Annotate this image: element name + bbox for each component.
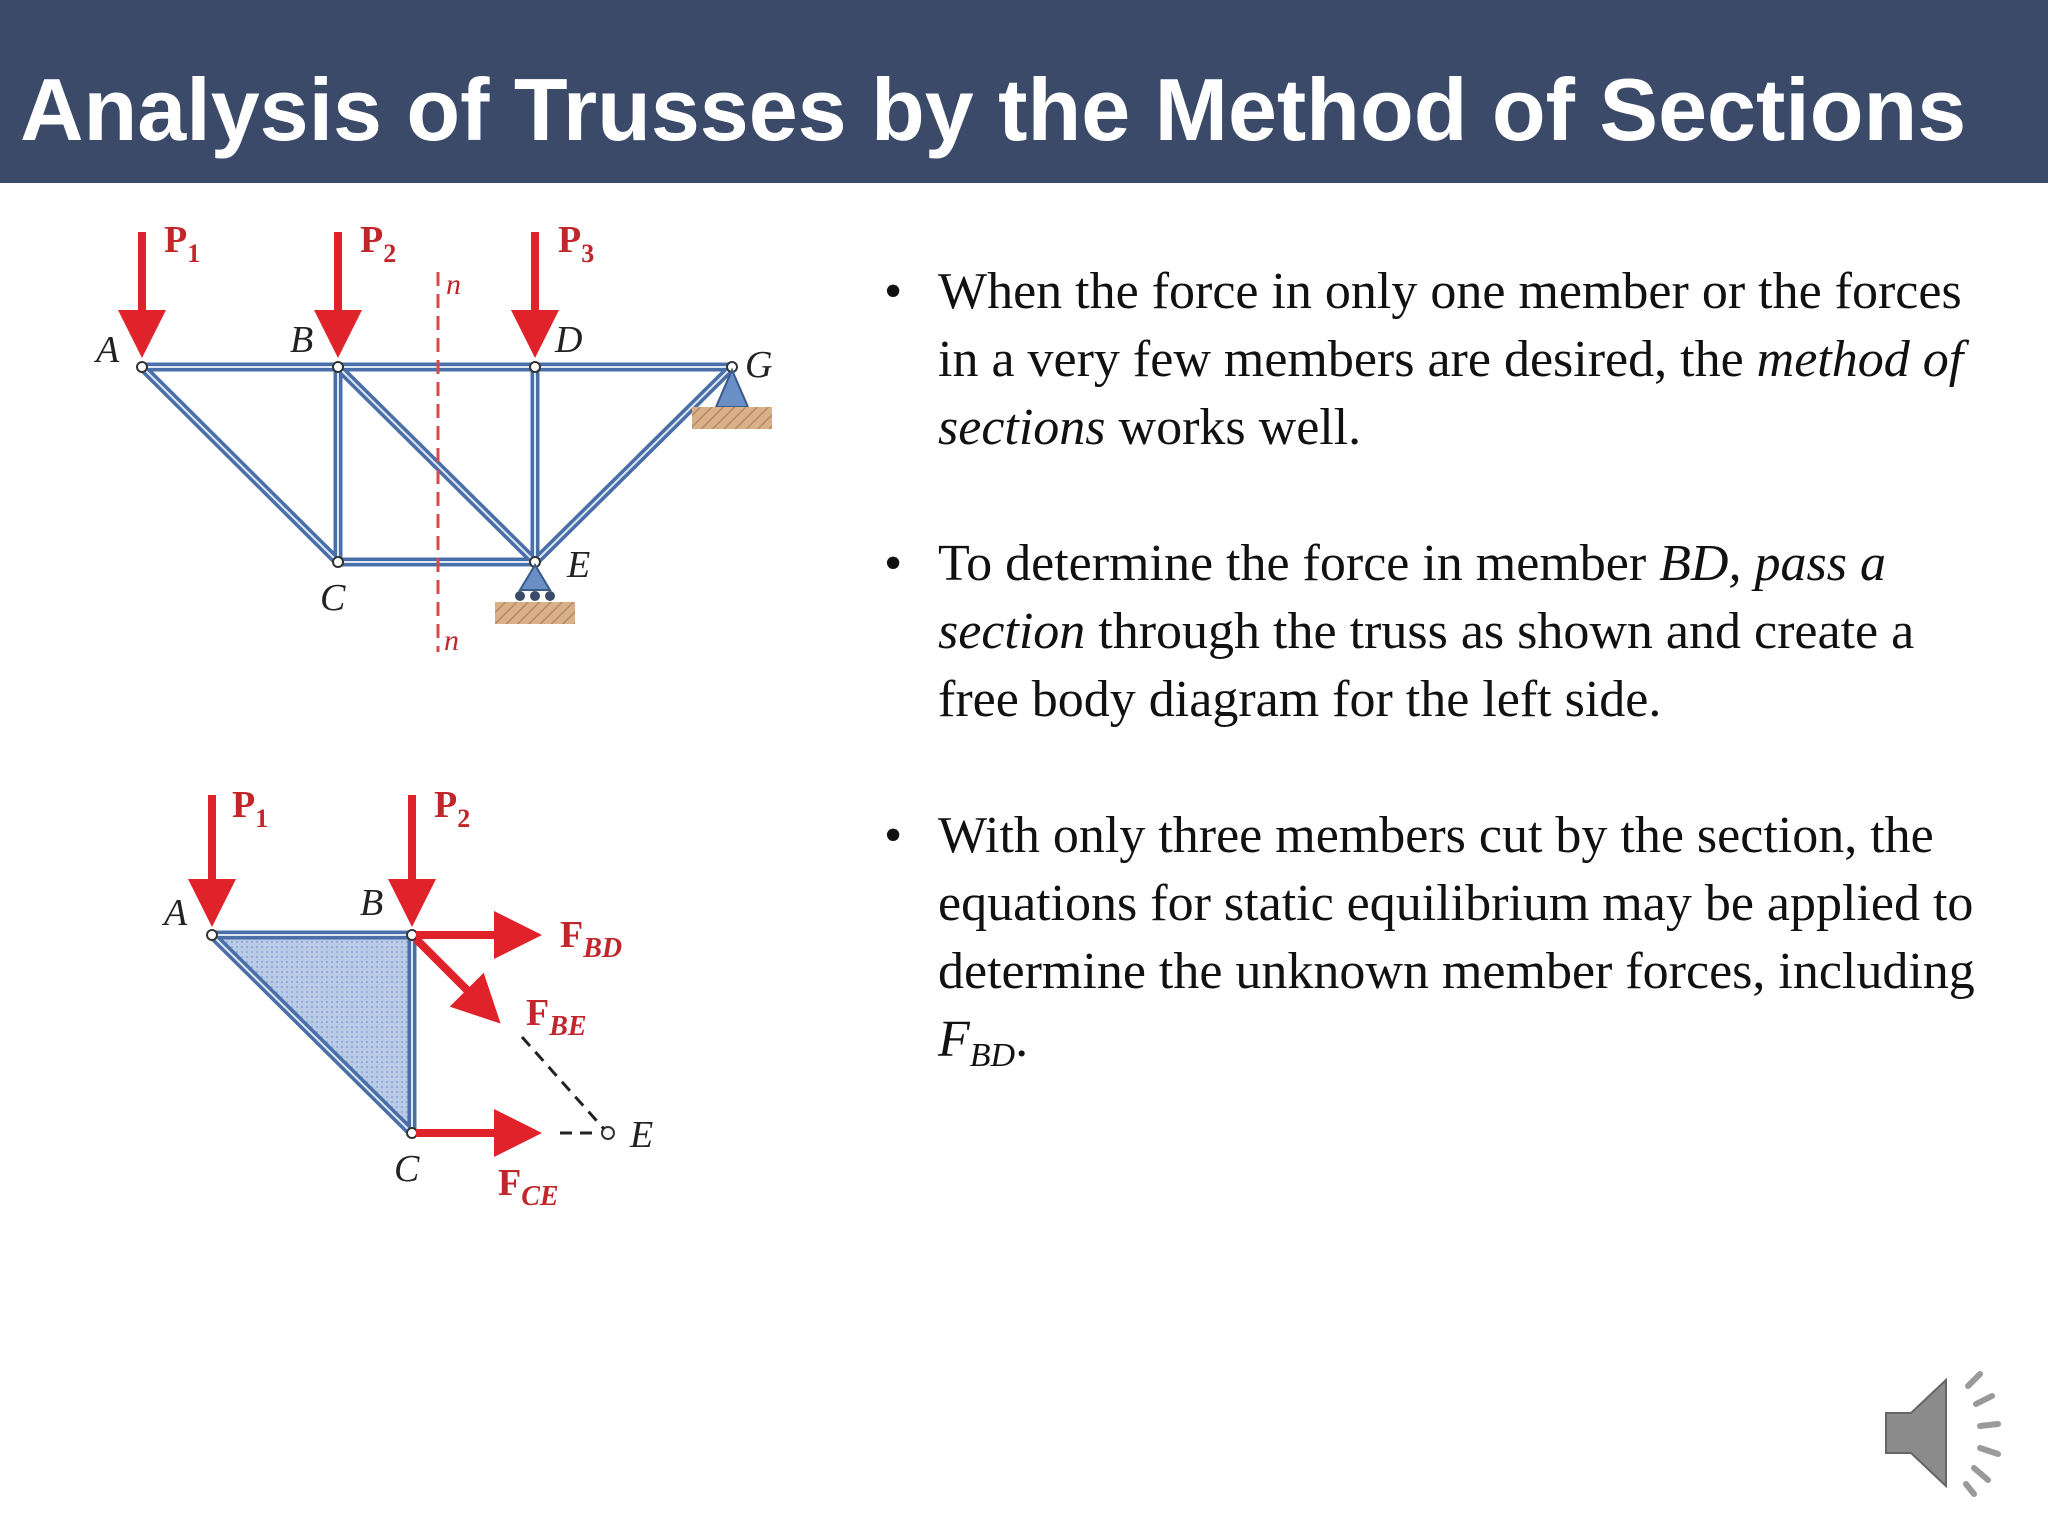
bullet-list <box>880 258 2000 1142</box>
node-label-d: D <box>555 319 583 361</box>
speaker-icon[interactable] <box>1876 1368 2026 1498</box>
bullet-marker: • <box>884 263 903 320</box>
section-label-bottom: n <box>444 624 459 657</box>
node-label-e: E <box>567 544 591 586</box>
force-label-fbd: $F_{BD}$ <box>560 914 623 964</box>
truss-diagram <box>80 212 820 672</box>
emphasis: BD, pass a section <box>938 535 1886 660</box>
bullet-2: • To determine the force in member BD, pass a section through the truss as shown and create a free body diagram for the left side. <box>880 530 2000 734</box>
node-label-e: E <box>630 1114 654 1156</box>
section-label-top: n <box>446 268 461 301</box>
emphasis: method of sections <box>938 331 1964 456</box>
force-label-fce: $F_{CE}$ <box>498 1162 559 1212</box>
slide-title: Analysis of Trusses by the Method of Sections <box>20 60 1967 159</box>
node-label-b: B <box>360 882 384 924</box>
node-label-c: C <box>394 1148 420 1190</box>
roller-support-e <box>495 565 575 624</box>
bullet-1: • When the force in only one member or the forces in a very few members are desired, the method of sections works well. <box>880 258 2000 462</box>
force-label-fbe: $F_{BE}$ <box>526 992 587 1042</box>
node-label-a: A <box>164 892 188 934</box>
load-label-p1: $P_1$ <box>232 784 269 833</box>
title-bar <box>0 0 2048 183</box>
load-arrows <box>142 232 535 350</box>
bullet-3: • With only three members cut by the section, the equations for static equilibrium may be applied to determine the unknown member forces, including $F_{BD}$. <box>880 802 2000 1074</box>
emphasis: $F_{BD}$ <box>938 1011 1016 1074</box>
load-label-p1: $P_1$ <box>164 219 201 268</box>
load-label-p2: $P_2$ <box>360 219 397 268</box>
load-label-p3: $P_3$ <box>558 219 595 268</box>
node-label-g: G <box>745 344 773 386</box>
load-label-p2: $P_2$ <box>434 784 471 833</box>
node-label-a: A <box>96 329 120 371</box>
node-label-c: C <box>320 577 346 619</box>
node-label-b: B <box>290 319 314 361</box>
bullet-marker: • <box>884 535 903 592</box>
bullet-marker: • <box>884 807 903 864</box>
free-body-diagram <box>150 775 690 1235</box>
